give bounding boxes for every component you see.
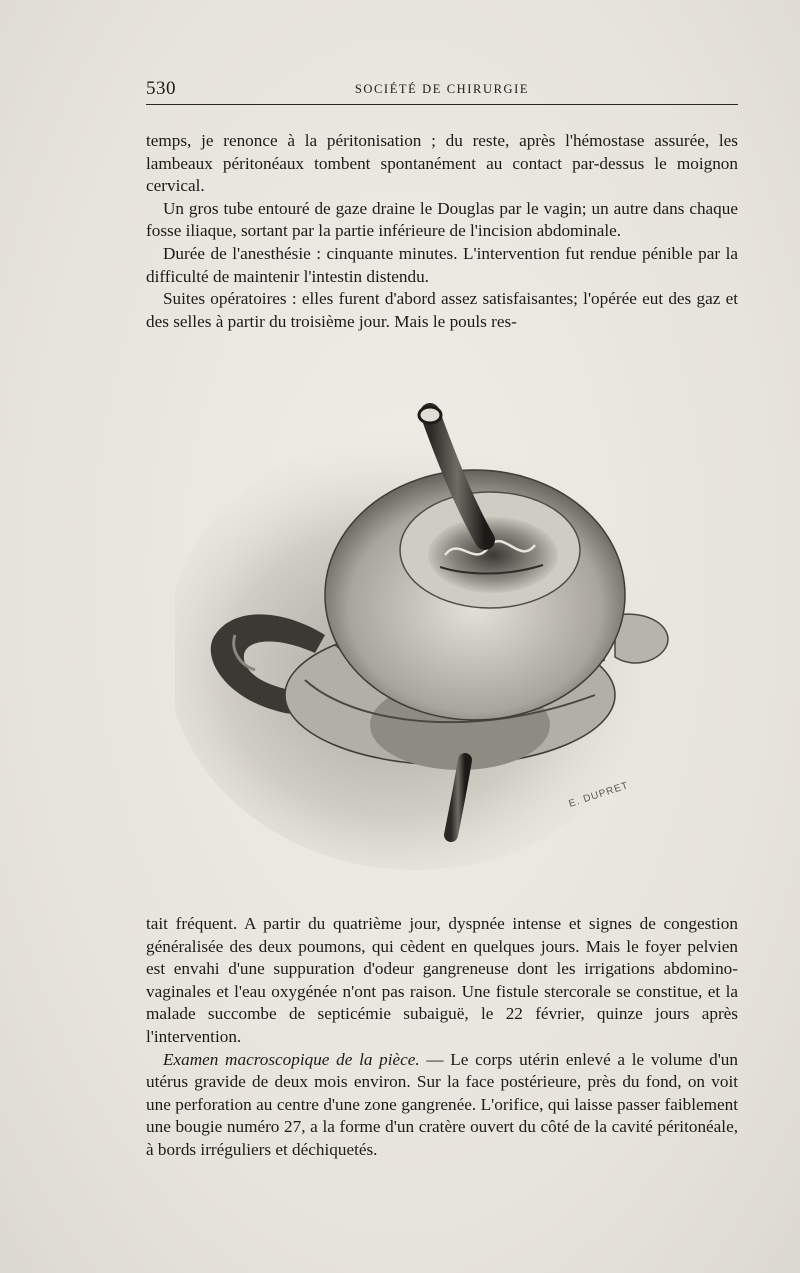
paragraph: Durée de l'anesthésie : cinquante minutes. L'intervention fut rendue pénible par la difficulté de maintenir l'intestin distendu. <box>146 243 738 286</box>
paragraph: temps, je renonce à la péritonisation ; du reste, après l'hémostase assurée, les lambeaux péritonéaux tombent spontanément au contact par-dessus le moignon cervical. <box>146 131 738 196</box>
paragraph-text: tait fréquent. A partir du quatrième jour, dyspnée intense et signes de congestion généralisée des deux poumons, qui cèdent en quelques jours. Mais le foyer pelvien est envahi d'une suppuration d'odeur gangreneuse dont les irrigations abdomino-vaginales et l'eau oxygénée n'ont pas raison. Une fistule stercorale se constitue, et la malade succombe de septicémie subaiguë, le 22 février, quinze jours après l'intervention. <box>146 914 738 1046</box>
page-number: 530 <box>146 78 176 99</box>
illustrator-signature: E. DUPRET <box>567 780 631 810</box>
paragraph <box>146 1049 738 1162</box>
paragraph: Suites opératoires : elles furent d'abord assez satisfaisantes; l'opérée eut des gaz et des selles à partir du troisième jour. Mais le pouls res- <box>146 289 738 331</box>
paragraph <box>146 913 738 1049</box>
uterus-specimen-drawing <box>175 395 680 875</box>
body-text-top <box>146 130 738 333</box>
body-text-bottom <box>146 913 738 1162</box>
paragraph-text: — Le corps utérin enlevé a le volume d'un utérus gravide de deux mois environ. Sur la face postérieure, près du fond, on voit une perforation au centre d'une zone gangrenée. L'orifice, qui laisse passer faiblement une bougie numéro 27, a la forme d'un cratère ouvert du côté de la cavité péritonéale, à bords irréguliers et déchiquetés. <box>146 1049 738 1159</box>
section-lead: Examen macroscopique de la pièce. <box>163 1049 420 1069</box>
running-title: SOCIÉTÉ DE CHIRURGIE <box>354 82 530 96</box>
specimen-illustration <box>175 395 680 875</box>
paragraph: Un gros tube entouré de gaze draine le Douglas par le vagin; un autre dans chaque fosse iliaque, sortant par la partie inférieure de l'incision abdominale. <box>146 198 738 241</box>
page-header <box>146 74 738 105</box>
